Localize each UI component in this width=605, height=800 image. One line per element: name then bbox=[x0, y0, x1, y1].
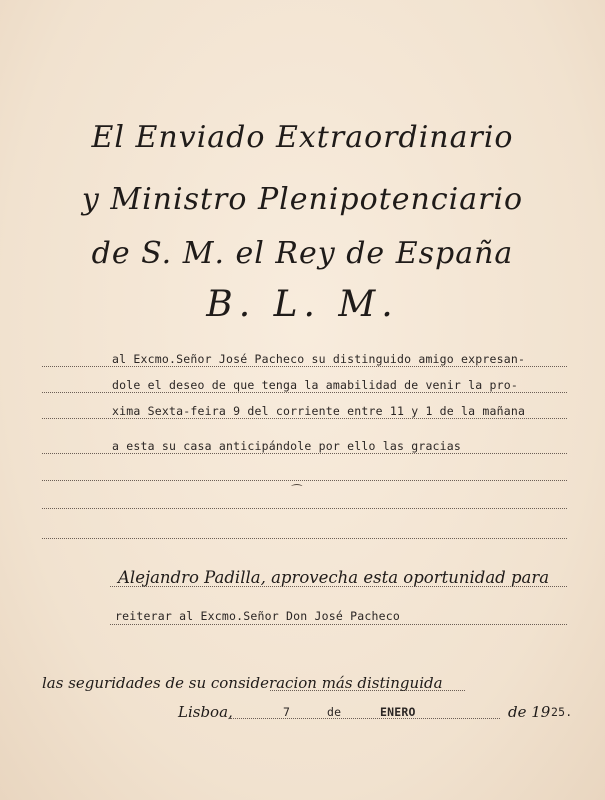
date-day: 7 bbox=[283, 705, 291, 719]
body-line-3: xima Sexta-feira 9 del corriente entre 11 y 1 de la mañana bbox=[112, 404, 526, 418]
body-line-2: dole el deseo de que tenga la amabilidad de venir la pro- bbox=[112, 378, 519, 392]
dotted-rule bbox=[42, 418, 567, 419]
heading-line-1: El Enviado Extraordinario bbox=[91, 120, 514, 155]
dotted-rule bbox=[42, 392, 567, 393]
ink-mark: ⁀ bbox=[292, 484, 302, 498]
date-de-1: de bbox=[327, 705, 342, 719]
body-line-4: a esta su casa anticipándole por ello las gracias bbox=[112, 439, 462, 453]
heading-line-4: B. L. M. bbox=[206, 284, 399, 325]
heading-line-3: de S. M. el Rey de España bbox=[91, 236, 514, 271]
dotted-rule bbox=[42, 366, 567, 367]
dotted-rule bbox=[42, 453, 567, 454]
dotted-rule bbox=[42, 480, 567, 481]
date-year: 25. bbox=[551, 705, 573, 719]
date-de-2: de 19 bbox=[508, 703, 551, 721]
place-label: Lisboa, bbox=[178, 703, 233, 721]
dotted-rule bbox=[230, 718, 500, 719]
dotted-rule bbox=[42, 508, 567, 509]
body-line-1: al Excmo.Señor José Pacheco su distinguido amigo expresan- bbox=[112, 352, 526, 366]
dotted-rule bbox=[110, 624, 567, 625]
signer-line: Alejandro Padilla, aprovecha esta oportunidad para bbox=[118, 568, 550, 587]
dotted-rule bbox=[42, 538, 567, 539]
date-month: ENERO bbox=[380, 705, 416, 719]
reiterar-line: reiterar al Excmo.Señor Don José Pacheco bbox=[115, 609, 400, 623]
seguridades-line: las seguridades de su consideracion más distinguida bbox=[42, 674, 443, 692]
heading-line-2: y Ministro Plenipotenciario bbox=[81, 182, 524, 217]
